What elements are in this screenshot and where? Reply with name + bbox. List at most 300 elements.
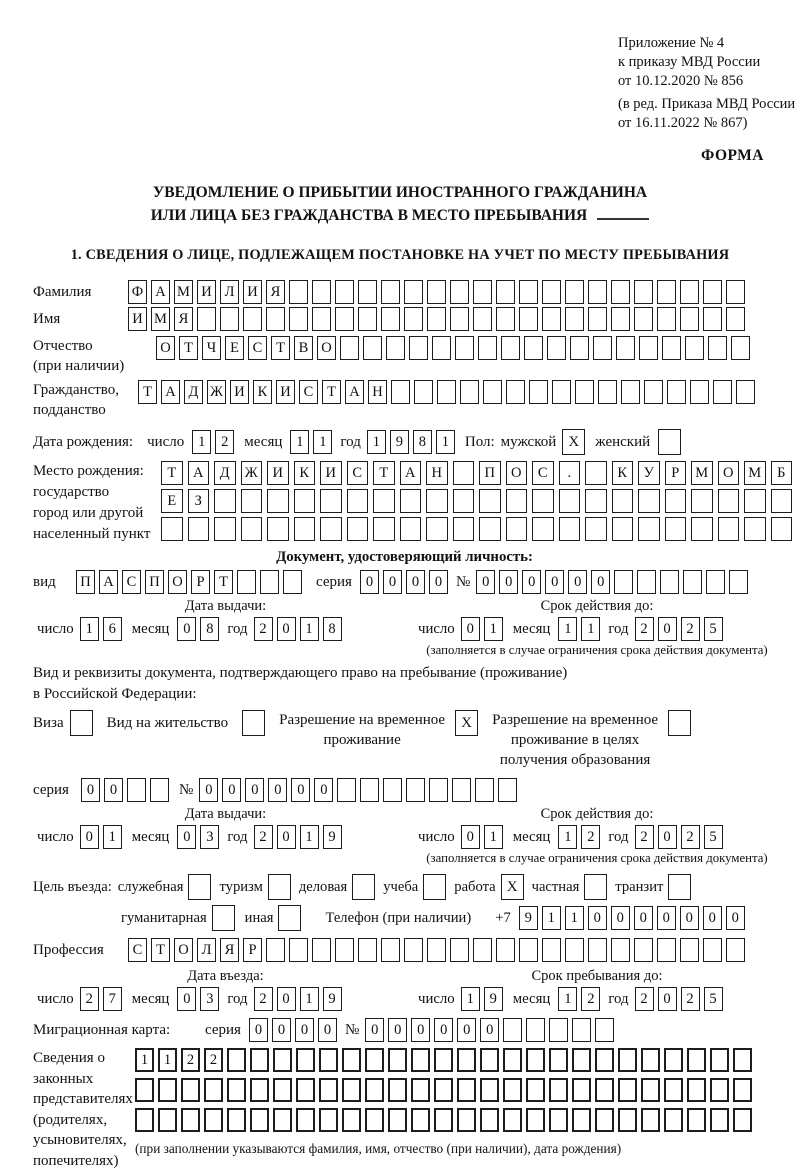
form-cell[interactable] <box>503 1108 522 1132</box>
form-cell[interactable] <box>266 938 285 962</box>
residence-issue-year-input[interactable] <box>254 825 342 849</box>
residence-valid-year-input[interactable] <box>635 825 723 849</box>
form-cell[interactable]: С <box>128 938 147 962</box>
form-cell[interactable] <box>434 1048 453 1072</box>
form-cell[interactable] <box>616 336 635 360</box>
form-cell[interactable] <box>289 280 308 304</box>
form-cell[interactable]: А <box>161 380 180 404</box>
form-cell[interactable] <box>289 938 308 962</box>
form-cell[interactable]: 8 <box>200 617 219 641</box>
form-cell[interactable] <box>664 1078 683 1102</box>
name-input[interactable] <box>128 307 745 331</box>
form-cell[interactable] <box>565 307 584 331</box>
form-cell[interactable] <box>411 1108 430 1132</box>
form-cell[interactable] <box>612 517 634 541</box>
form-cell[interactable] <box>683 570 702 594</box>
form-cell[interactable] <box>400 489 422 513</box>
form-cell[interactable] <box>710 1048 729 1072</box>
form-cell[interactable] <box>618 1108 637 1132</box>
form-cell[interactable] <box>547 336 566 360</box>
citizenship-input[interactable] <box>138 380 755 404</box>
form-cell[interactable]: 1 <box>300 825 319 849</box>
form-cell[interactable] <box>565 280 584 304</box>
form-cell[interactable]: С <box>532 461 554 485</box>
form-cell[interactable] <box>733 1108 752 1132</box>
form-cell[interactable] <box>496 307 515 331</box>
purpose-tourism-checkbox[interactable] <box>268 874 291 900</box>
form-cell[interactable] <box>595 1048 614 1072</box>
form-cell[interactable]: 0 <box>568 570 587 594</box>
form-cell[interactable] <box>480 1048 499 1072</box>
form-cell[interactable]: А <box>345 380 364 404</box>
form-cell[interactable] <box>400 517 422 541</box>
form-cell[interactable] <box>718 517 740 541</box>
form-cell[interactable] <box>342 1048 361 1072</box>
form-cell[interactable]: И <box>230 380 249 404</box>
form-cell[interactable] <box>404 938 423 962</box>
form-cell[interactable] <box>404 280 423 304</box>
form-cell[interactable]: 7 <box>103 987 122 1011</box>
form-cell[interactable] <box>340 336 359 360</box>
form-cell[interactable] <box>703 280 722 304</box>
form-cell[interactable]: У <box>638 461 660 485</box>
form-cell[interactable] <box>319 1048 338 1072</box>
form-cell[interactable] <box>526 1078 545 1102</box>
form-cell[interactable] <box>680 307 699 331</box>
form-cell[interactable]: 0 <box>80 825 99 849</box>
form-cell[interactable]: 0 <box>703 906 722 930</box>
form-cell[interactable] <box>411 1078 430 1102</box>
form-cell[interactable] <box>243 307 262 331</box>
form-cell[interactable]: 1 <box>558 987 577 1011</box>
form-cell[interactable] <box>685 336 704 360</box>
form-cell[interactable]: 1 <box>484 617 503 641</box>
form-cell[interactable]: 1 <box>192 430 211 454</box>
form-cell[interactable]: 0 <box>545 570 564 594</box>
form-cell[interactable]: 0 <box>177 825 196 849</box>
form-cell[interactable] <box>638 517 660 541</box>
form-cell[interactable]: 0 <box>726 906 745 930</box>
form-cell[interactable]: 0 <box>249 1018 268 1042</box>
form-cell[interactable] <box>388 1078 407 1102</box>
form-cell[interactable]: 0 <box>434 1018 453 1042</box>
form-cell[interactable] <box>691 489 713 513</box>
form-cell[interactable]: 0 <box>277 825 296 849</box>
form-cell[interactable]: 1 <box>558 825 577 849</box>
form-cell[interactable]: О <box>317 336 336 360</box>
form-cell[interactable] <box>519 280 538 304</box>
form-cell[interactable] <box>320 517 342 541</box>
form-cell[interactable]: 5 <box>704 987 723 1011</box>
form-cell[interactable] <box>135 1078 154 1102</box>
form-cell[interactable] <box>593 336 612 360</box>
form-cell[interactable]: 5 <box>704 617 723 641</box>
migration-series-input[interactable] <box>249 1018 337 1042</box>
form-cell[interactable] <box>237 570 256 594</box>
form-cell[interactable]: 0 <box>658 825 677 849</box>
entry-year-input[interactable] <box>254 987 342 1011</box>
purpose-study-checkbox[interactable] <box>423 874 446 900</box>
form-cell[interactable]: 0 <box>658 987 677 1011</box>
form-cell[interactable]: П <box>76 570 95 594</box>
form-cell[interactable]: Т <box>322 380 341 404</box>
form-cell[interactable] <box>296 1108 315 1132</box>
representatives-line3[interactable] <box>135 1108 752 1132</box>
form-cell[interactable]: 2 <box>681 617 700 641</box>
form-cell[interactable] <box>570 336 589 360</box>
form-cell[interactable] <box>644 380 663 404</box>
form-cell[interactable] <box>150 778 169 802</box>
form-cell[interactable] <box>657 938 676 962</box>
form-cell[interactable] <box>595 1078 614 1102</box>
form-cell[interactable] <box>595 1018 614 1042</box>
form-cell[interactable] <box>726 307 745 331</box>
form-cell[interactable] <box>703 938 722 962</box>
form-cell[interactable]: 1 <box>436 430 455 454</box>
residence-series-input[interactable] <box>81 778 169 802</box>
form-cell[interactable]: Я <box>266 280 285 304</box>
form-cell[interactable] <box>404 307 423 331</box>
form-cell[interactable] <box>506 517 528 541</box>
form-cell[interactable] <box>526 1108 545 1132</box>
form-cell[interactable] <box>427 938 446 962</box>
form-cell[interactable] <box>665 517 687 541</box>
form-cell[interactable]: 8 <box>413 430 432 454</box>
form-cell[interactable]: О <box>718 461 740 485</box>
form-cell[interactable] <box>585 517 607 541</box>
form-cell[interactable]: 0 <box>480 1018 499 1042</box>
form-cell[interactable]: 0 <box>611 906 630 930</box>
form-cell[interactable] <box>552 380 571 404</box>
form-cell[interactable] <box>614 570 633 594</box>
form-cell[interactable] <box>450 938 469 962</box>
form-cell[interactable] <box>227 1078 246 1102</box>
form-cell[interactable] <box>549 1018 568 1042</box>
form-cell[interactable] <box>273 1108 292 1132</box>
form-cell[interactable] <box>360 778 379 802</box>
form-cell[interactable]: 1 <box>300 617 319 641</box>
form-cell[interactable]: Т <box>373 461 395 485</box>
birth-month-input[interactable] <box>290 430 332 454</box>
form-cell[interactable]: О <box>168 570 187 594</box>
form-cell[interactable]: 0 <box>295 1018 314 1042</box>
form-cell[interactable] <box>358 938 377 962</box>
form-cell[interactable] <box>526 1018 545 1042</box>
form-cell[interactable]: Т <box>138 380 157 404</box>
form-cell[interactable] <box>506 380 525 404</box>
form-cell[interactable]: Д <box>184 380 203 404</box>
form-cell[interactable]: 2 <box>215 430 234 454</box>
residence-number-input[interactable] <box>199 778 517 802</box>
form-cell[interactable] <box>342 1078 361 1102</box>
form-cell[interactable] <box>250 1048 269 1072</box>
surname-input[interactable] <box>128 280 745 304</box>
form-cell[interactable]: И <box>243 280 262 304</box>
form-cell[interactable] <box>455 336 474 360</box>
form-cell[interactable]: П <box>479 461 501 485</box>
form-cell[interactable] <box>532 489 554 513</box>
form-cell[interactable] <box>267 517 289 541</box>
form-cell[interactable] <box>480 1078 499 1102</box>
temp-residence-edu-checkbox[interactable] <box>668 710 691 736</box>
form-cell[interactable]: 3 <box>200 825 219 849</box>
form-cell[interactable]: М <box>151 307 170 331</box>
form-cell[interactable] <box>406 778 425 802</box>
form-cell[interactable] <box>549 1048 568 1072</box>
form-cell[interactable] <box>204 1078 223 1102</box>
form-cell[interactable] <box>503 1048 522 1072</box>
form-cell[interactable]: С <box>299 380 318 404</box>
form-cell[interactable] <box>665 489 687 513</box>
form-cell[interactable] <box>496 938 515 962</box>
form-cell[interactable] <box>479 489 501 513</box>
form-cell[interactable] <box>347 489 369 513</box>
form-cell[interactable] <box>473 280 492 304</box>
form-cell[interactable] <box>479 517 501 541</box>
form-cell[interactable]: Н <box>368 380 387 404</box>
form-cell[interactable]: 0 <box>104 778 123 802</box>
stay-year-input[interactable] <box>635 987 723 1011</box>
purpose-transit-checkbox[interactable] <box>668 874 691 900</box>
form-cell[interactable] <box>708 336 727 360</box>
form-cell[interactable]: 2 <box>635 617 654 641</box>
purpose-private-checkbox[interactable] <box>584 874 607 900</box>
form-cell[interactable] <box>381 938 400 962</box>
form-cell[interactable] <box>572 1078 591 1102</box>
form-cell[interactable]: 9 <box>519 906 538 930</box>
form-cell[interactable]: Ч <box>202 336 221 360</box>
form-cell[interactable] <box>703 307 722 331</box>
form-cell[interactable]: 1 <box>461 987 480 1011</box>
form-cell[interactable] <box>434 1108 453 1132</box>
form-cell[interactable] <box>383 778 402 802</box>
form-cell[interactable] <box>637 570 656 594</box>
form-cell[interactable] <box>214 517 236 541</box>
form-cell[interactable] <box>457 1048 476 1072</box>
representatives-line1[interactable] <box>135 1048 752 1072</box>
form-cell[interactable] <box>532 517 554 541</box>
profession-input[interactable] <box>128 938 745 962</box>
form-cell[interactable] <box>496 280 515 304</box>
doc-number-input[interactable] <box>476 570 748 594</box>
form-cell[interactable]: 0 <box>199 778 218 802</box>
form-cell[interactable] <box>501 336 520 360</box>
stay-day-input[interactable] <box>461 987 503 1011</box>
form-cell[interactable] <box>634 280 653 304</box>
form-cell[interactable] <box>312 938 331 962</box>
birth-place-line2[interactable] <box>161 489 792 513</box>
form-cell[interactable] <box>729 570 748 594</box>
form-cell[interactable] <box>457 1108 476 1132</box>
entry-day-input[interactable] <box>80 987 122 1011</box>
form-cell[interactable] <box>664 1108 683 1132</box>
form-cell[interactable]: 0 <box>588 906 607 930</box>
form-cell[interactable] <box>127 778 146 802</box>
form-cell[interactable] <box>503 1078 522 1102</box>
form-cell[interactable]: 0 <box>457 1018 476 1042</box>
issue-year-input[interactable] <box>254 617 342 641</box>
form-cell[interactable]: Н <box>426 461 448 485</box>
form-cell[interactable]: О <box>506 461 528 485</box>
form-cell[interactable] <box>453 489 475 513</box>
stay-month-input[interactable] <box>558 987 600 1011</box>
form-cell[interactable] <box>250 1078 269 1102</box>
form-cell[interactable]: А <box>188 461 210 485</box>
form-cell[interactable] <box>771 517 793 541</box>
form-cell[interactable]: 0 <box>591 570 610 594</box>
form-cell[interactable] <box>220 307 239 331</box>
form-cell[interactable] <box>319 1108 338 1132</box>
form-cell[interactable] <box>273 1078 292 1102</box>
form-cell[interactable]: 2 <box>581 987 600 1011</box>
form-cell[interactable]: 0 <box>411 1018 430 1042</box>
form-cell[interactable] <box>519 938 538 962</box>
form-cell[interactable]: 1 <box>313 430 332 454</box>
form-cell[interactable] <box>426 517 448 541</box>
form-cell[interactable]: 0 <box>81 778 100 802</box>
form-cell[interactable] <box>634 307 653 331</box>
form-cell[interactable] <box>498 778 517 802</box>
form-cell[interactable]: Я <box>174 307 193 331</box>
form-cell[interactable]: 0 <box>680 906 699 930</box>
form-cell[interactable] <box>381 307 400 331</box>
form-cell[interactable]: Б <box>771 461 793 485</box>
form-cell[interactable]: О <box>174 938 193 962</box>
form-cell[interactable] <box>588 307 607 331</box>
form-cell[interactable] <box>506 489 528 513</box>
form-cell[interactable] <box>388 1048 407 1072</box>
form-cell[interactable]: 9 <box>323 987 342 1011</box>
form-cell[interactable] <box>585 489 607 513</box>
form-cell[interactable] <box>363 336 382 360</box>
purpose-work-checkbox[interactable]: X <box>501 874 524 900</box>
form-cell[interactable]: С <box>122 570 141 594</box>
form-cell[interactable] <box>638 489 660 513</box>
form-cell[interactable]: 0 <box>177 617 196 641</box>
issue-month-input[interactable] <box>177 617 219 641</box>
gender-male-checkbox[interactable]: X <box>562 429 585 455</box>
form-cell[interactable] <box>365 1078 384 1102</box>
form-cell[interactable] <box>260 570 279 594</box>
form-cell[interactable] <box>575 380 594 404</box>
form-cell[interactable]: 0 <box>314 778 333 802</box>
form-cell[interactable] <box>453 517 475 541</box>
form-cell[interactable] <box>432 336 451 360</box>
form-cell[interactable]: М <box>744 461 766 485</box>
form-cell[interactable]: 1 <box>484 825 503 849</box>
form-cell[interactable] <box>618 1048 637 1072</box>
form-cell[interactable] <box>526 1048 545 1072</box>
form-cell[interactable] <box>373 489 395 513</box>
form-cell[interactable]: Т <box>214 570 233 594</box>
entry-month-input[interactable] <box>177 987 219 1011</box>
form-cell[interactable] <box>296 1048 315 1072</box>
form-cell[interactable]: А <box>400 461 422 485</box>
form-cell[interactable]: 1 <box>103 825 122 849</box>
form-cell[interactable] <box>429 778 448 802</box>
form-cell[interactable]: 2 <box>635 987 654 1011</box>
migration-number-input[interactable] <box>365 1018 614 1042</box>
form-cell[interactable] <box>565 938 584 962</box>
form-cell[interactable] <box>453 461 475 485</box>
form-cell[interactable] <box>414 380 433 404</box>
form-cell[interactable] <box>662 336 681 360</box>
purpose-humanitarian-checkbox[interactable] <box>212 905 235 931</box>
form-cell[interactable]: Я <box>220 938 239 962</box>
form-cell[interactable]: 5 <box>704 825 723 849</box>
form-cell[interactable] <box>266 307 285 331</box>
form-cell[interactable] <box>713 380 732 404</box>
form-cell[interactable]: Ж <box>241 461 263 485</box>
form-cell[interactable] <box>634 938 653 962</box>
form-cell[interactable] <box>450 280 469 304</box>
form-cell[interactable] <box>611 280 630 304</box>
form-cell[interactable] <box>250 1108 269 1132</box>
form-cell[interactable] <box>312 307 331 331</box>
form-cell[interactable] <box>559 489 581 513</box>
form-cell[interactable] <box>337 778 356 802</box>
form-cell[interactable]: А <box>99 570 118 594</box>
form-cell[interactable] <box>744 517 766 541</box>
form-cell[interactable] <box>687 1078 706 1102</box>
form-cell[interactable]: 1 <box>290 430 309 454</box>
form-cell[interactable] <box>771 489 793 513</box>
residence-valid-day-input[interactable] <box>461 825 503 849</box>
form-cell[interactable] <box>365 1048 384 1072</box>
form-cell[interactable]: 0 <box>634 906 653 930</box>
form-cell[interactable] <box>529 380 548 404</box>
form-cell[interactable]: 0 <box>406 570 425 594</box>
form-cell[interactable] <box>427 307 446 331</box>
form-cell[interactable] <box>726 280 745 304</box>
form-cell[interactable] <box>549 1108 568 1132</box>
temp-residence-checkbox[interactable]: X <box>455 710 478 736</box>
form-cell[interactable] <box>706 570 725 594</box>
form-cell[interactable] <box>158 1108 177 1132</box>
form-cell[interactable]: П <box>145 570 164 594</box>
form-cell[interactable] <box>667 380 686 404</box>
form-cell[interactable] <box>437 380 456 404</box>
form-cell[interactable]: 0 <box>177 987 196 1011</box>
form-cell[interactable] <box>710 1108 729 1132</box>
form-cell[interactable]: 0 <box>222 778 241 802</box>
valid-day-input[interactable] <box>461 617 503 641</box>
form-cell[interactable] <box>204 1108 223 1132</box>
residence-permit-checkbox[interactable] <box>242 710 265 736</box>
form-cell[interactable] <box>572 1018 591 1042</box>
form-cell[interactable] <box>664 1048 683 1072</box>
form-cell[interactable] <box>726 938 745 962</box>
form-cell[interactable]: 3 <box>200 987 219 1011</box>
form-cell[interactable] <box>519 307 538 331</box>
residence-valid-month-input[interactable] <box>558 825 600 849</box>
form-cell[interactable] <box>319 1078 338 1102</box>
form-cell[interactable] <box>294 517 316 541</box>
form-cell[interactable] <box>478 336 497 360</box>
form-cell[interactable] <box>373 517 395 541</box>
form-cell[interactable] <box>241 489 263 513</box>
form-cell[interactable]: Р <box>191 570 210 594</box>
form-cell[interactable]: 1 <box>581 617 600 641</box>
form-cell[interactable] <box>657 307 676 331</box>
form-cell[interactable] <box>188 517 210 541</box>
form-cell[interactable]: 9 <box>390 430 409 454</box>
form-cell[interactable]: 2 <box>254 987 273 1011</box>
form-cell[interactable]: Д <box>214 461 236 485</box>
birth-place-line3[interactable] <box>161 517 792 541</box>
form-cell[interactable] <box>181 1078 200 1102</box>
form-cell[interactable] <box>411 1048 430 1072</box>
